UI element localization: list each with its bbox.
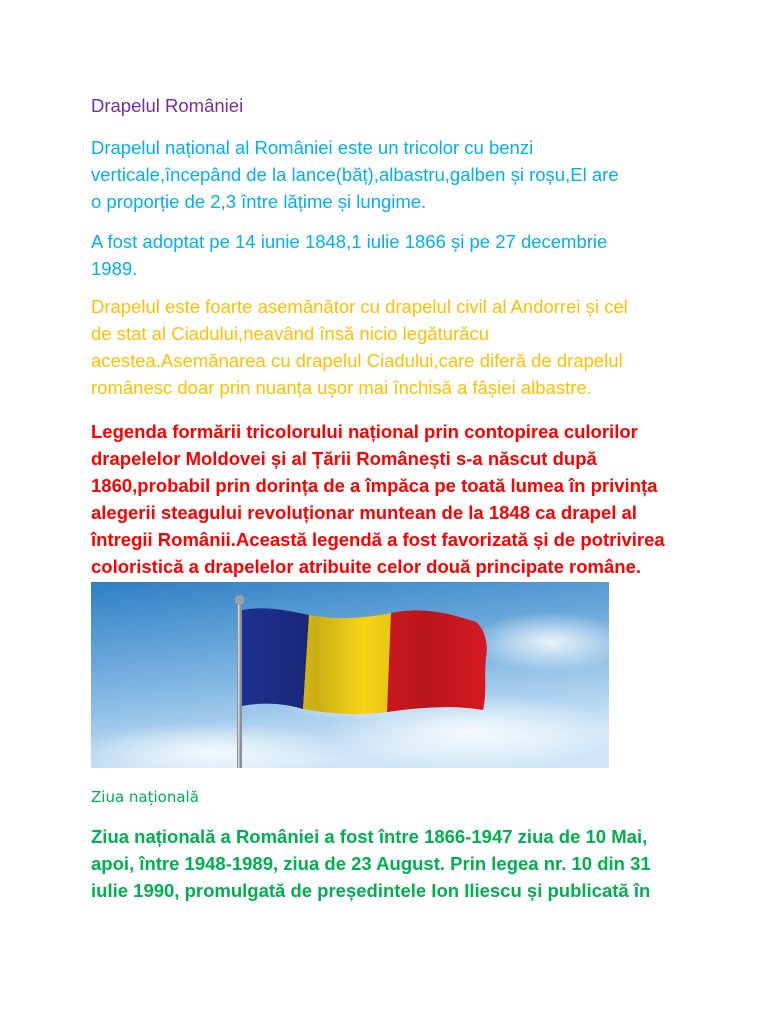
paragraph-flag-description: Drapelul național al României este un tricolor cu benzi verticale,începând de la lance(băț),albastru,galben și roșu,El are o proporție de 2,3 între lățime și lungime. xyxy=(91,137,619,212)
romanian-flag-photo xyxy=(91,582,609,768)
flag-pole-highlight xyxy=(238,600,240,768)
paragraph-national-day: Ziua națională a României a fost între 1866-1947 ziua de 10 Mai, apoi, între 1948-1989, ziua de 23 August. Prin legea nr. 10 din 31 iulie 1990, promulgată de președintele Ion Iliescu și publicată în xyxy=(91,826,651,901)
paragraph-tricolor-legend: Legenda formării tricolorului național prin contopirea culorilor drapelelor Moldovei și al Țării Românești s-a născut după 1860,probabil prin dorința de a împăca pe toată lumea în privința alegerii steagului revoluționar muntean de la 1848 ca drapel al întregii Românii.Această legendă a fost favorizată și de potrivirea coloristică a drapelelor atribuite celor două principate române. xyxy=(91,421,665,577)
flag-pole-finial xyxy=(235,595,245,605)
flag-photo-icon xyxy=(91,582,609,768)
flag-folds-shading xyxy=(242,608,487,714)
document-title: Drapelul României xyxy=(91,95,244,116)
section-subheading: Ziua națională xyxy=(91,788,199,806)
paragraph-similar-flags: Drapelul este foarte asemănător cu drapelul civil al Andorrei și cel de stat al Ciadului,neavând însă nicio legăturăcu acestea.Asemănarea cu drapelul Ciadului,care diferă de drapelul românesc doar prin nuanța ușor mai închisă a fâșiei albastre. xyxy=(91,296,628,398)
paragraph-adoption-dates: A fost adoptat pe 14 iunie 1848,1 iulie 1866 și pe 27 decembrie 1989. xyxy=(91,231,608,279)
